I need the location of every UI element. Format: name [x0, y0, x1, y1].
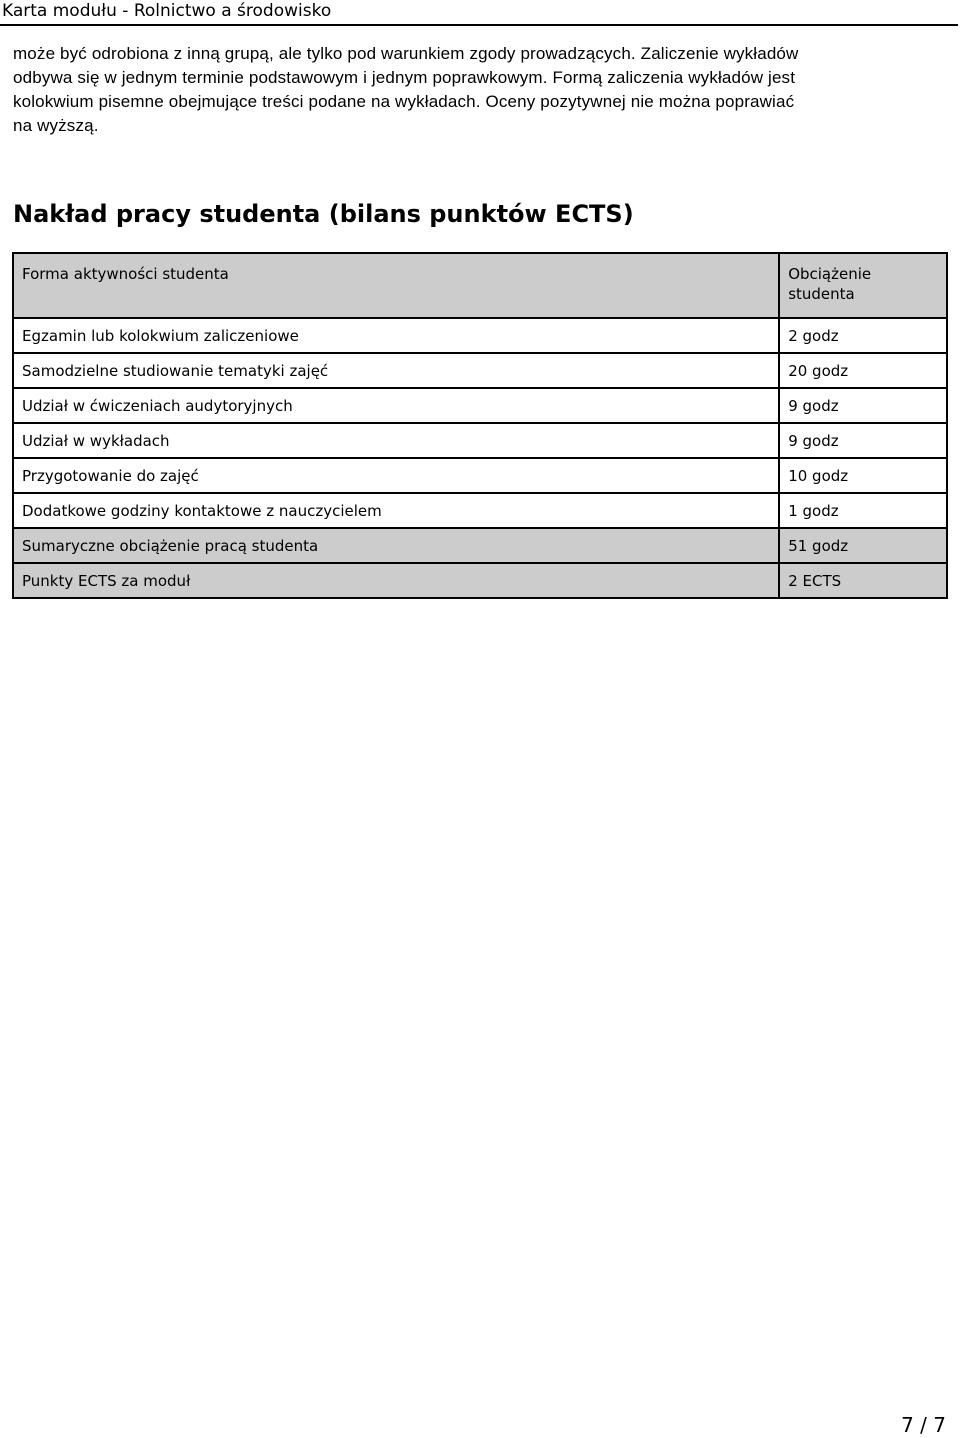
- activity-cell: Udział w ćwiczeniach audytoryjnych: [13, 388, 779, 423]
- intro-paragraph: [13, 42, 953, 138]
- intro-line: odbywa się w jednym terminie podstawowym i jednym poprawkowym. Formą zaliczenia wykładów jest: [13, 68, 796, 87]
- activity-cell: Egzamin lub kolokwium zaliczeniowe: [13, 318, 779, 353]
- table-header-row: [13, 253, 947, 318]
- header-load-cell: [779, 253, 947, 318]
- summary-row-total-load: [13, 528, 947, 563]
- header-load-line: studenta: [788, 285, 855, 303]
- page-number: 7 / 7: [901, 1413, 946, 1437]
- load-cell: 20 godz: [779, 353, 947, 388]
- intro-line: może być odrobiona z inną grupą, ale tylko pod warunkiem zgody prowadzących. Zaliczenie wykładów: [13, 44, 799, 63]
- document-title: Karta modułu - Rolnictwo a środowisko: [2, 1, 332, 21]
- load-cell: 10 godz: [779, 458, 947, 493]
- table-row: [13, 458, 947, 493]
- load-cell: 2 godz: [779, 318, 947, 353]
- header-load-line: Obciążenie: [788, 265, 872, 283]
- intro-line: na wyższą.: [13, 116, 99, 135]
- activity-cell: Samodzielne studiowanie tematyki zajęć: [13, 353, 779, 388]
- load-cell: 2 ECTS: [779, 563, 947, 598]
- summary-row-ects-points: [13, 563, 947, 598]
- table-row: [13, 353, 947, 388]
- table-row: [13, 423, 947, 458]
- page-header: [0, 0, 958, 26]
- section-heading: Nakład pracy studenta (bilans punktów ECTS): [13, 200, 634, 228]
- activity-cell: Udział w wykładach: [13, 423, 779, 458]
- table-row: [13, 493, 947, 528]
- activity-cell: Przygotowanie do zajęć: [13, 458, 779, 493]
- ects-table: [12, 252, 948, 599]
- activity-cell: Sumaryczne obciążenie pracą studenta: [13, 528, 779, 563]
- load-cell: 51 godz: [779, 528, 947, 563]
- activity-cell: Dodatkowe godziny kontaktowe z nauczycielem: [13, 493, 779, 528]
- activity-cell: Punkty ECTS za moduł: [13, 563, 779, 598]
- header-activity-cell: Forma aktywności studenta: [13, 253, 779, 318]
- load-cell: 9 godz: [779, 388, 947, 423]
- table-row: [13, 318, 947, 353]
- intro-line: kolokwium pisemne obejmujące treści podane na wykładach. Oceny pozytywnej nie można poprawiać: [13, 92, 795, 111]
- table-row: [13, 388, 947, 423]
- load-cell: 1 godz: [779, 493, 947, 528]
- load-cell: 9 godz: [779, 423, 947, 458]
